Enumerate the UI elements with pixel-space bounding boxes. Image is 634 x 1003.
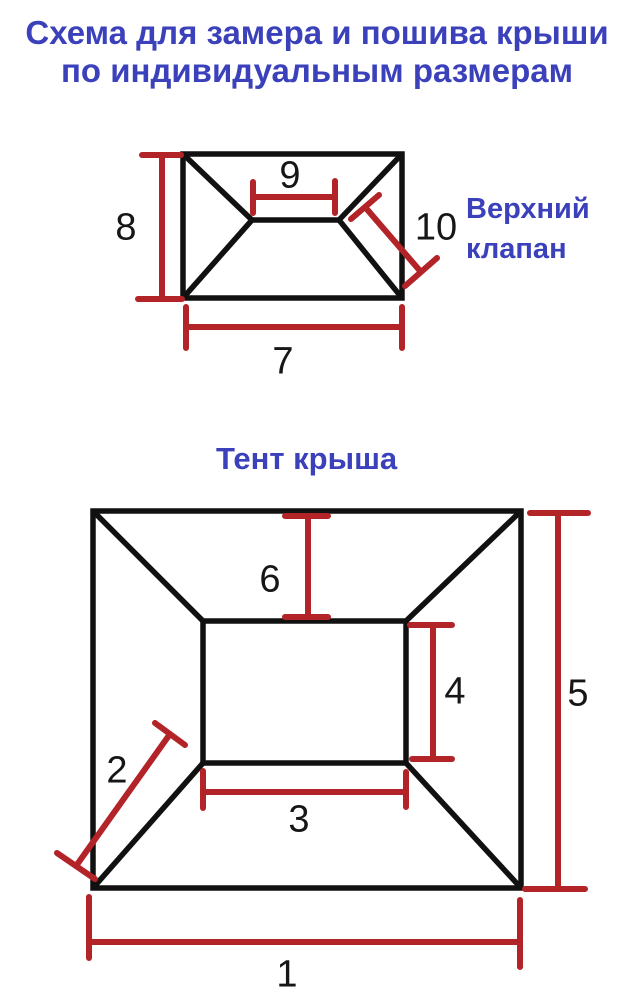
top-figure-label-line1: Верхний bbox=[466, 193, 590, 225]
dim-1-total-width-line bbox=[89, 897, 520, 967]
page-title-line1: Схема для замера и пошива крыши bbox=[25, 14, 609, 51]
dim-6-slope-line bbox=[285, 516, 328, 617]
bottom-figure-heading: Тент крыша bbox=[216, 441, 398, 476]
dim-label-7: 7 bbox=[272, 340, 294, 383]
top-figure-label-line2: клапан bbox=[466, 233, 567, 265]
bottom-figure-inner-rectangle bbox=[203, 621, 406, 763]
dim-label-1: 1 bbox=[276, 953, 298, 996]
dim-8-height-line bbox=[138, 155, 182, 299]
dim-label-9: 9 bbox=[279, 154, 301, 197]
page-title-line2: по индивидуальным размерам bbox=[60, 52, 574, 89]
top-figure-label bbox=[466, 189, 590, 269]
dim-label-2: 2 bbox=[106, 749, 128, 792]
bottom-figure-dimension-lines bbox=[57, 513, 588, 967]
dim-7-width-line bbox=[186, 307, 402, 348]
dim-label-3: 3 bbox=[288, 798, 310, 841]
dim-label-4: 4 bbox=[444, 670, 466, 713]
dim-label-5: 5 bbox=[567, 672, 589, 715]
dim-label-10: 10 bbox=[414, 206, 458, 249]
dim-label-6: 6 bbox=[259, 558, 281, 601]
dim-label-8: 8 bbox=[115, 206, 137, 249]
